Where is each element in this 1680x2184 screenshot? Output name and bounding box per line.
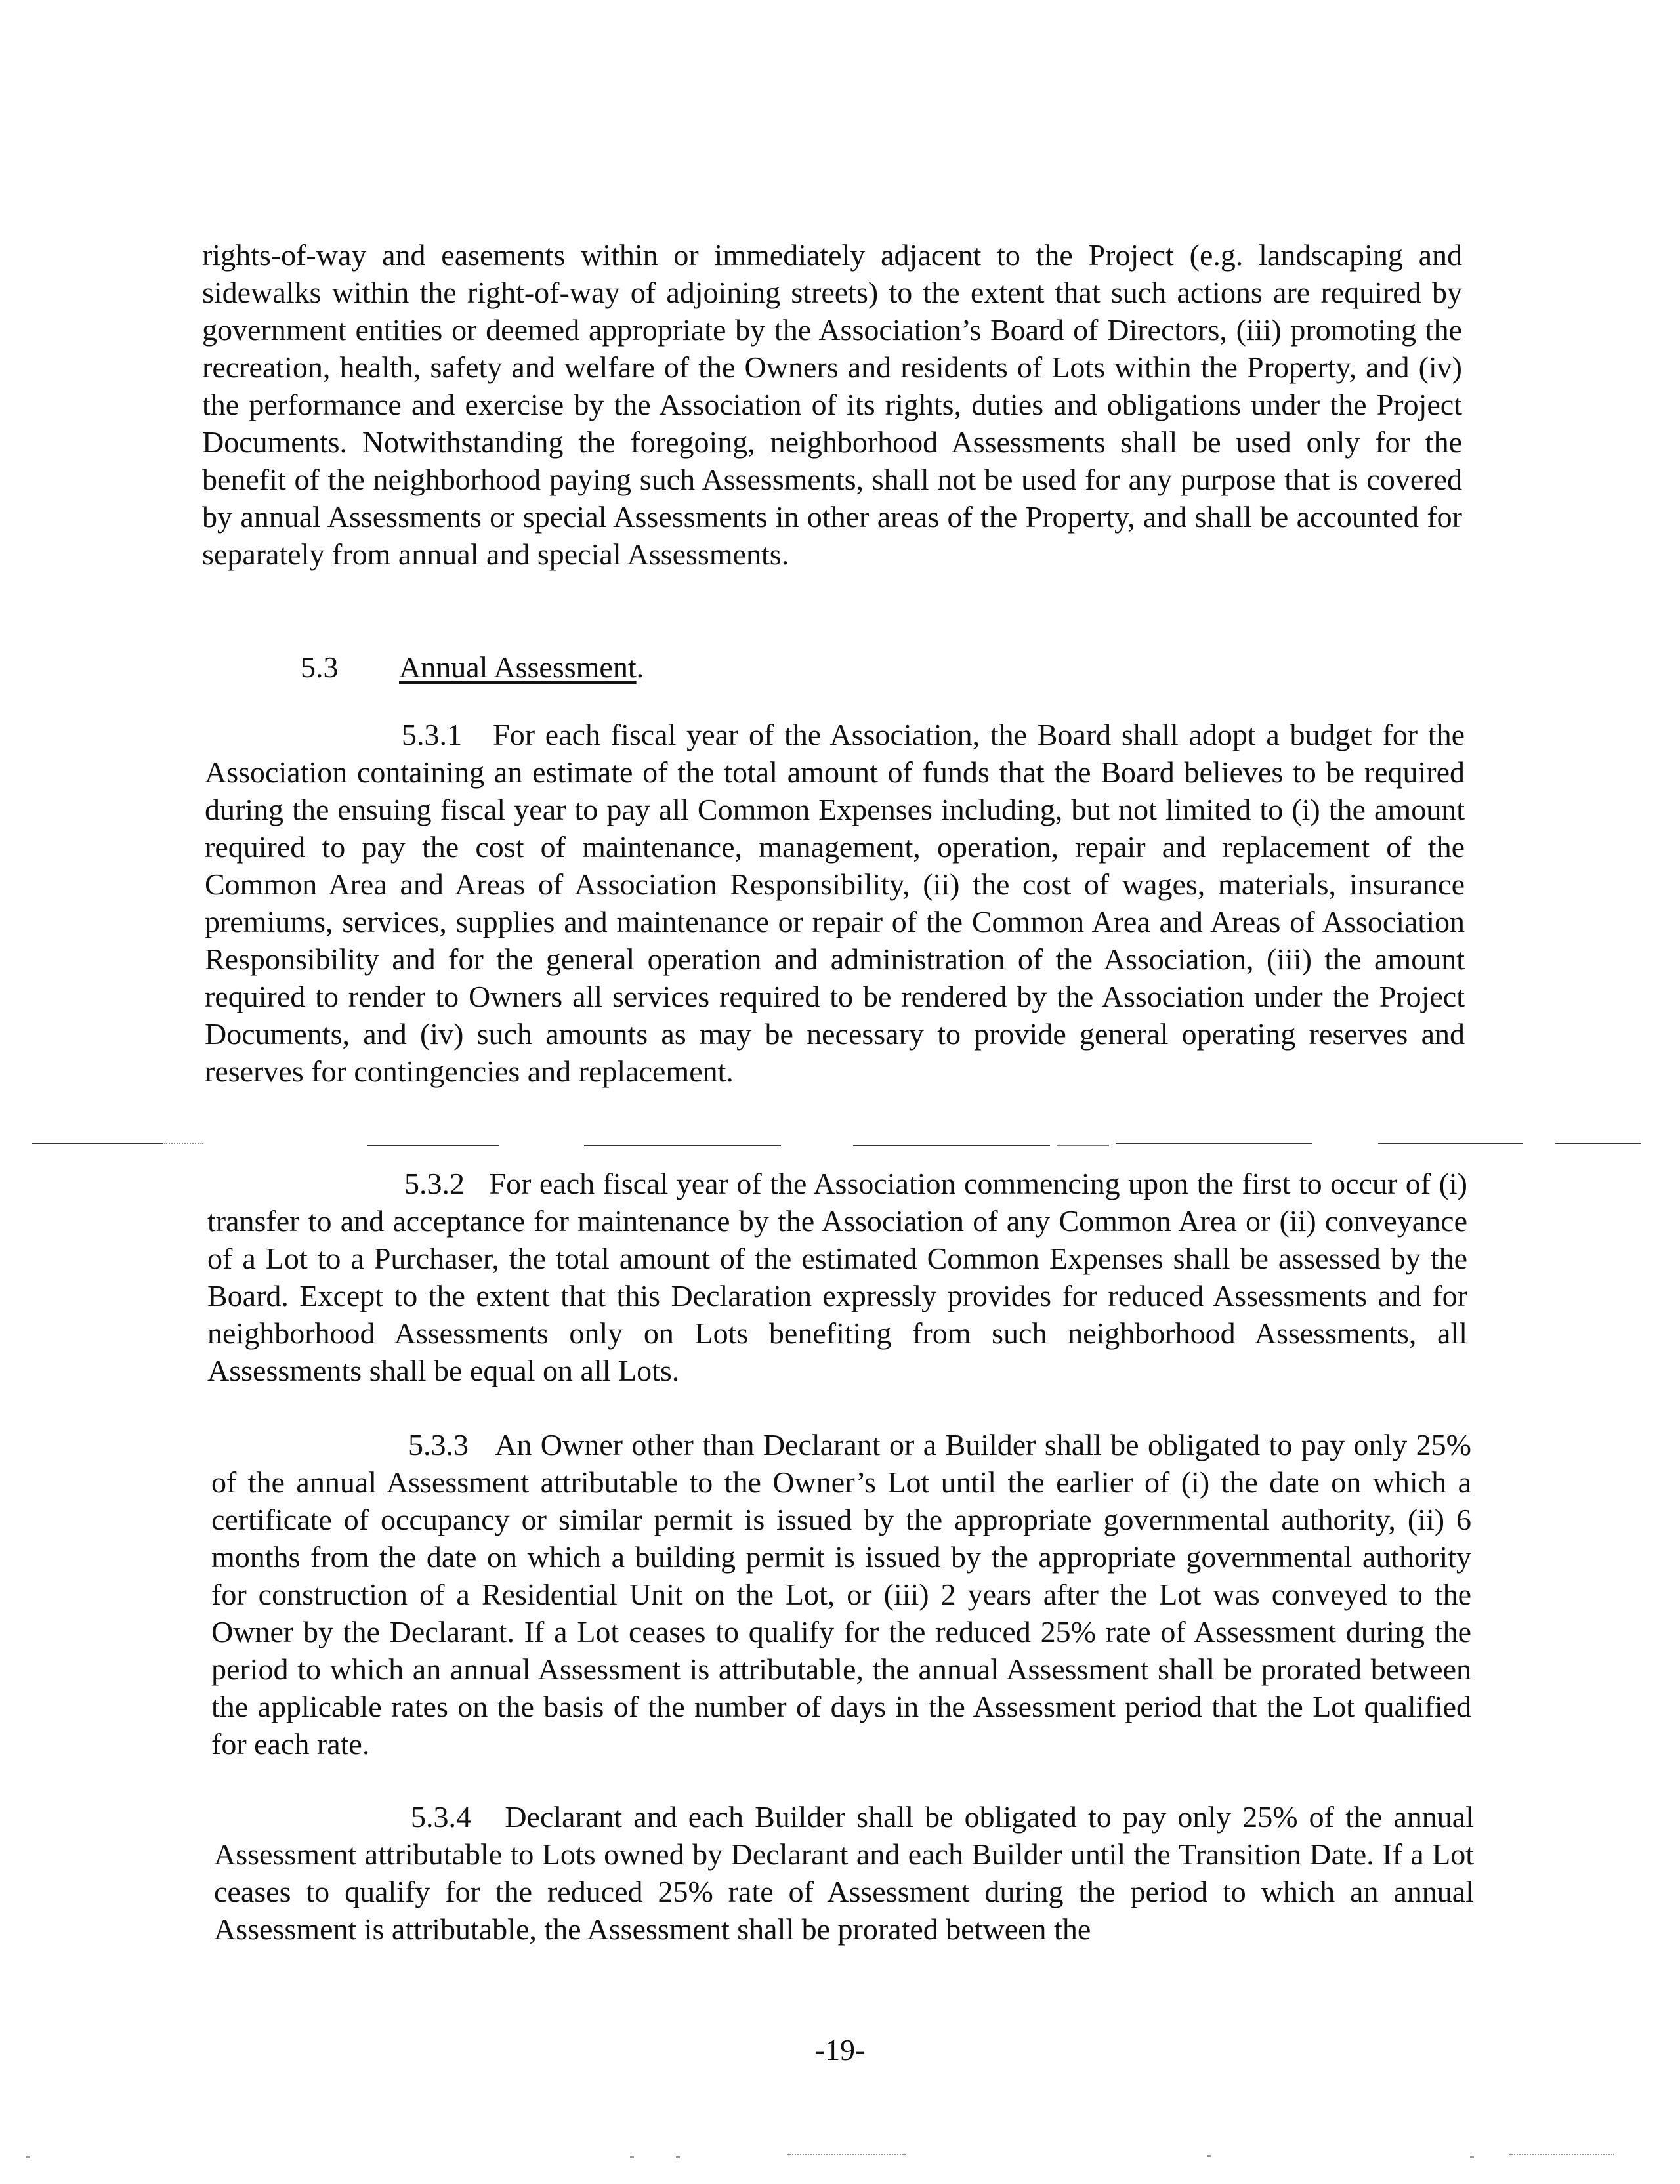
- scan-artifact-speck: [630, 2156, 634, 2158]
- subsection-text: For each fiscal year of the Association, the Board shall adopt a budget for the Association containing an estimate of the total amount of funds that the Board believes to be required during the ensuing fiscal year to pay all Common Expenses including, but not limited to (i) the amount required to pay the cost of maintenance, management, operation, repair and replacement of the Common Area and Areas of Association Responsibility, (ii) the cost of wages, materials, insurance premiums, services, supplies and maintenance or repair of the Common Area and Areas of Association Responsibility and for the general operation and administration of the Association, (iii) the amount required to render to Owners all services required to be rendered by the Association under the Project Documents, and (iv) such amounts as may be necessary to provide general operating reserves and reserves for contingencies and replacement.: [205, 718, 1465, 1088]
- paragraph-continuation: rights-of-way and easements within or immediately adjacent to the Project (e.g. landscaping and sidewalks within the right-of-way of adjoining streets) to the extent that such actions are required by government entities or deemed appropriate by the Association’s Board of Directors, (iii) promoting the recreation, health, safety and welfare of the Owners and residents of Lots within the Property, and (iv) the performance and exercise by the Association of its rights, duties and obligations under the Project Documents. Notwithstanding the foregoing, neighborhood Assessments shall be used only for the benefit of the neighborhood paying such Assessments, shall not be used for any purpose that is covered by annual Assessments or special Assessments in other areas of the Property, and shall be accounted for separately from annual and special Assessments.: [202, 238, 1462, 571]
- scan-artifact-speck: [1470, 2156, 1474, 2158]
- subsection-text: Declarant and each Builder shall be obligated to pay only 25% of the annual Assessment attributable to Lots owned by Declarant and each Builder until the Transition Date. If a Lot ceases to qualify for the reduced 25% rate of Assessment during the period to which an annual Assessment is attributable, the Assessment shall be prorated between the: [214, 1800, 1475, 1946]
- scan-artifact-speck: [676, 2156, 680, 2158]
- scan-artifact-rule: [164, 1143, 203, 1144]
- page-number: -19-: [814, 2033, 866, 2067]
- subsection-5-3-3: [211, 1426, 1471, 1763]
- scan-artifact-rule: [788, 2154, 906, 2155]
- scan-artifact-rule: [1116, 1143, 1312, 1144]
- subsection-number: 5.3.1: [402, 718, 462, 751]
- section-heading: [301, 648, 644, 686]
- subsection-number: 5.3.3: [408, 1428, 469, 1461]
- subsection-5-3-2: [207, 1165, 1467, 1389]
- scan-artifact-rule: [1555, 1143, 1641, 1144]
- subsection-text: An Owner other than Declarant or a Builder shall be obligated to pay only 25% of the annual Assessment attributable to the Owner’s Lot until the earlier of (i) the date on which a certificate of occupancy or similar permit is issued by the appropriate governmental authority, (ii) 6 months from the date on which a building permit is issued by the appropriate governmental authority for construction of a Residential Unit on the Lot, or (iii) 2 years after the Lot was conveyed to the Owner by the Declarant. If a Lot ceases to qualify for the reduced 25% rate of Assessment during the period to which an annual Assessment is attributable, the annual Assessment shall be prorated between the applicable rates on the basis of the number of days in the Assessment period that the Lot qualified for each rate.: [211, 1428, 1471, 1761]
- section-title-suffix: .: [636, 650, 644, 684]
- scan-artifact-rule: [853, 1145, 1050, 1146]
- subsection-text: For each fiscal year of the Association commencing upon the first to occur of (i) transfer to and acceptance for maintenance by the Association of any Common Area or (ii) conveyance of a Lot to a Purchaser, the total amount of the estimated Common Expenses shall be assessed by the Board. Except to the extent that this Declaration expressly provides for reduced Assessments and for neighborhood Assessments only on Lots benefiting from such neighborhood Assessments, all Assessments shall be equal on all Lots.: [207, 1167, 1468, 1387]
- subsection-5-3-1: [205, 716, 1465, 1090]
- subsection-number: 5.3.2: [404, 1167, 465, 1200]
- scan-artifact-rule: [368, 1145, 499, 1146]
- scan-artifact-rule: [584, 1145, 781, 1146]
- subsection-5-3-4: [214, 1798, 1474, 1948]
- section-number: 5.3: [301, 650, 339, 684]
- subsection-number: 5.3.4: [411, 1800, 471, 1834]
- scan-artifact-rule: [32, 1143, 163, 1144]
- scan-artifact-rule: [1509, 2154, 1614, 2155]
- scan-artifact-rule: [1057, 1145, 1109, 1146]
- scan-artifact-rule: [1378, 1143, 1522, 1144]
- section-title: Annual Assessment: [399, 650, 637, 684]
- scan-artifact-speck: [26, 2156, 30, 2158]
- scan-artifact-speck: [1208, 2155, 1211, 2157]
